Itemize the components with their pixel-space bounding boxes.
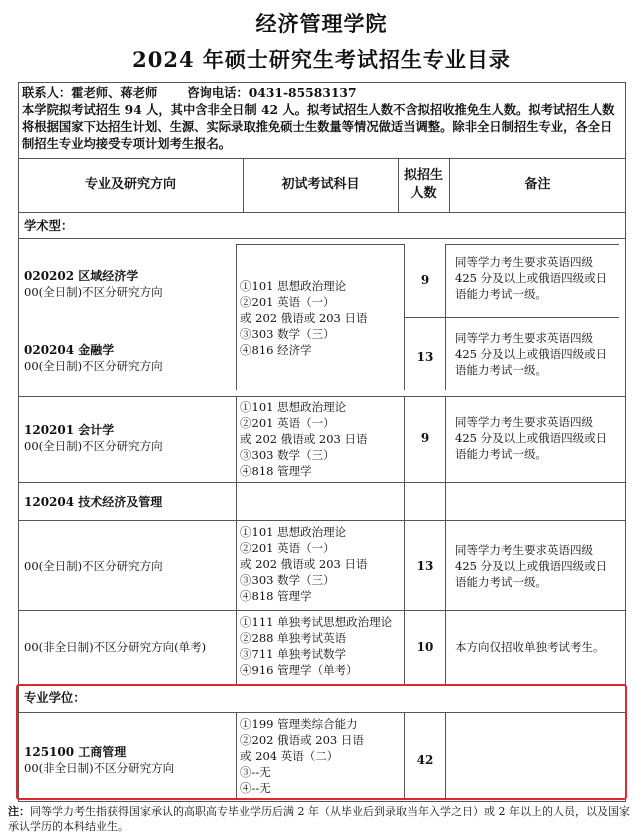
subject-line: ②201 英语（一） [240, 541, 335, 555]
header-subjects: 初试考试科目 [281, 177, 360, 192]
enroll-count: 10 [416, 640, 434, 654]
subject-line: ③711 单独考试数学 [240, 647, 347, 661]
major-direction: 00(非全日制)不区分研究方向 [24, 761, 175, 775]
enroll-count: 13 [416, 350, 434, 364]
grid-line [18, 212, 626, 213]
major-120204 [24, 494, 234, 510]
note-line: 语能力考试一级。 [455, 447, 547, 461]
grid-line [445, 396, 446, 482]
note-line: 425 分及以上或俄语四级或日 [455, 431, 608, 445]
major-code: 120204 技术经济及管理 [24, 495, 163, 509]
section-academic: 学术型： [24, 218, 74, 233]
enroll-count: 9 [420, 431, 430, 445]
grid-line [236, 244, 404, 245]
major-120204-fulltime [24, 558, 234, 574]
header-count-line2: 人数 [410, 186, 437, 201]
page-title-catalog: 2024 年硕士研究生考试招生专业目录 [132, 47, 511, 72]
subject-line: ①199 管理类综合能力 [240, 717, 358, 731]
subject-line: ④816 经济学 [240, 343, 312, 357]
exam-subjects-econ [240, 278, 404, 358]
major-direction: 00(全日制)不区分研究方向 [24, 359, 163, 373]
major-code: 125100 工商管理 [24, 745, 127, 759]
subject-line: ①101 思想政治理论 [240, 525, 347, 539]
grid-line [445, 244, 619, 245]
section-professional: 专业学位： [24, 690, 86, 705]
subject-line: ②201 英语（一） [240, 416, 335, 430]
grid-line [18, 396, 626, 397]
exam-subjects [240, 524, 404, 604]
grid-line [404, 317, 445, 318]
header-notes: 备注 [524, 177, 551, 192]
highlight-box-professional [16, 684, 627, 800]
subject-line: ①111 单独考试思想政治理论 [240, 615, 393, 629]
major-direction: 00(全日制)不区分研究方向 [24, 559, 163, 573]
header-count-line1: 拟招生 [403, 168, 443, 183]
grid-line [18, 520, 626, 521]
major-code: 020204 金融学 [24, 343, 115, 357]
note-line: 同等学力考生要求英语四级 [455, 415, 593, 429]
footnote-label: 注： [8, 805, 30, 818]
subject-line: 或 204 英语（二） [240, 749, 339, 763]
note-line: 同等学力考生要求英语四级 [455, 331, 593, 345]
enroll-count: 42 [416, 753, 434, 767]
major-direction: 00(全日制)不区分研究方向 [24, 439, 163, 453]
subject-line: 或 202 俄语或 203 日语 [240, 557, 368, 571]
subject-line: ③303 数学（三） [240, 327, 335, 341]
subject-line: ①101 思想政治理论 [240, 400, 347, 414]
major-120204-parttime [24, 639, 234, 655]
grid-line [236, 396, 237, 482]
subject-line: 或 202 俄语或 203 日语 [240, 432, 368, 446]
grid-line [18, 610, 626, 611]
header-count [398, 158, 449, 212]
grid-line [236, 244, 237, 390]
header-major: 专业及研究方向 [84, 177, 176, 192]
subject-line: 或 202 俄语或 203 日语 [240, 311, 368, 325]
row-note [455, 639, 621, 655]
note-line: 同等学力考生要求英语四级 [455, 543, 593, 557]
subject-line: ④818 管理学 [240, 589, 312, 603]
intro-block [22, 84, 622, 152]
note-line: 语能力考试一级。 [455, 287, 547, 301]
major-direction: 00(非全日制)不区分研究方向(单考) [24, 640, 207, 654]
note-line: 425 分及以上或俄语四级或日 [455, 559, 608, 573]
grid-line [18, 482, 626, 483]
page-title-school: 经济管理学院 [255, 11, 388, 36]
row-note [455, 330, 621, 378]
major-code: 020202 区域经济学 [24, 269, 139, 283]
exam-subjects [240, 399, 404, 479]
major-direction: 00(全日制)不区分研究方向 [24, 285, 163, 299]
subject-line: ④818 管理学 [240, 464, 312, 478]
subject-line: ②202 俄语或 203 日语 [240, 733, 364, 747]
subject-line: ②201 英语（一） [240, 295, 335, 309]
note-line: 425 分及以上或俄语四级或日 [455, 271, 608, 285]
row-note [455, 414, 621, 462]
subject-line: ④916 管理学（单考） [240, 663, 358, 677]
major-120201 [24, 422, 234, 454]
subject-line: ②288 单独考试英语 [240, 631, 347, 645]
major-020202 [24, 268, 234, 300]
grid-line [18, 238, 626, 239]
subject-line: ④--无 [240, 781, 271, 795]
major-020204 [24, 342, 234, 374]
intro-text: 本学院拟考试招生 94 人，其中含非全日制 42 人。拟考试招生人数不含拟招收推免生人数。拟考试招生人数将根据国家下达招生计划、生源、实际录取推免硕士生数量等情况做适当调整。除非全日制招生专业，各全日制招生专业均接受专项计划考生报名。 [22, 102, 615, 151]
footnote [8, 804, 638, 834]
note-line: 425 分及以上或俄语四级或日 [455, 347, 608, 361]
subject-line: ③303 数学（三） [240, 448, 335, 462]
exam-subjects [240, 614, 404, 678]
note-line: 语能力考试一级。 [455, 363, 547, 377]
subject-line: ③303 数学（三） [240, 573, 335, 587]
grid-line [445, 482, 446, 684]
subject-line: ①101 思想政治理论 [240, 279, 347, 293]
note-line: 本方向仅招收单独考试考生。 [455, 640, 605, 654]
note-line: 同等学力考生要求英语四级 [455, 255, 593, 269]
major-code: 120201 会计学 [24, 423, 115, 437]
footnote-text: 同等学力考生指获得国家承认的高职高专毕业学历后满 2 年（从毕业后到录取当年入学之日）或 2 年以上的人员，以及国家承认学历的本科结业生。 [8, 805, 630, 833]
enroll-count: 13 [416, 559, 434, 573]
subject-line: ③--无 [240, 765, 271, 779]
row-note [455, 542, 621, 590]
contact-line: 联系人：霍老师、蒋老师 咨询电话：0431-85583137 [22, 85, 357, 100]
row-note [455, 254, 621, 302]
grid-line [236, 482, 237, 684]
note-line: 语能力考试一级。 [455, 575, 547, 589]
grid-line [445, 317, 619, 318]
enroll-count: 9 [420, 273, 430, 287]
